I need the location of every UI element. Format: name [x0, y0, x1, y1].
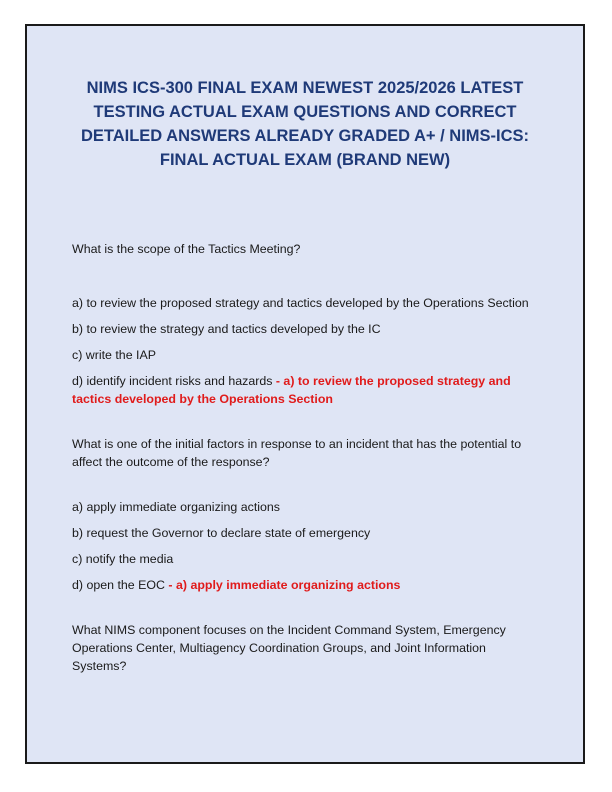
question-2-options: [72, 498, 541, 594]
option-a: a) to review the proposed strategy and tactics developed by the Operations Section: [72, 296, 529, 310]
option-a: a) apply immediate organizing actions: [72, 500, 280, 514]
correct-answer: - a) apply immediate organizing actions: [164, 578, 401, 592]
page-frame: [25, 24, 585, 764]
correct-answer: - a) to review the proposed strategy and tactics developed by the Operations Section: [72, 374, 511, 406]
option-b: b) request the Governor to declare state of emergency: [72, 526, 371, 540]
document-title: NIMS ICS-300 FINAL EXAM NEWEST 2025/2026 LATEST TESTING ACTUAL EXAM QUESTIONS AND CORRECT DETAILED ANSWERS ALREADY GRADED A+ / NIMS-ICS: FINAL ACTUAL EXAM (BRAND NEW): [80, 79, 530, 169]
question-1-options: [72, 294, 541, 408]
option-d-with-answer: [72, 372, 541, 408]
option-d: d) identify incident risks and hazards: [72, 374, 273, 388]
question-1: What is the scope of the Tactics Meeting?: [72, 242, 301, 256]
option-d: d) open the EOC: [72, 578, 165, 592]
question-3: What NIMS component focuses on the Incident Command System, Emergency Operations Center, Multiagency Coordination Groups, and Joint Information Systems?: [72, 623, 506, 673]
option-c: c) notify the media: [72, 552, 174, 566]
exam-content: [72, 240, 541, 675]
option-c: c) write the IAP: [72, 348, 157, 362]
option-d-with-answer: [72, 576, 541, 594]
question-2: What is one of the initial factors in response to an incident that has the potential to affect the outcome of the response?: [72, 437, 522, 469]
option-b: b) to review the strategy and tactics developed by the IC: [72, 322, 381, 336]
